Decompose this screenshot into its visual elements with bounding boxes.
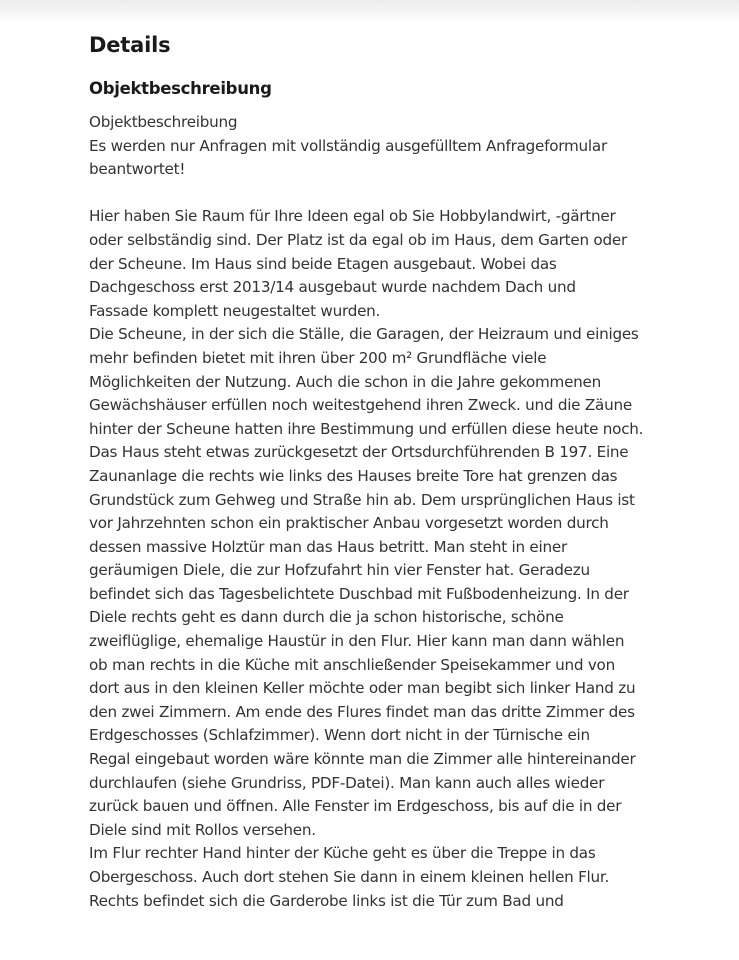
description-line: mehr befinden bietet mit ihren über 200 m² Grundfläche viele (89, 348, 547, 367)
description-line: Obergeschoss. Auch dort stehen Sie dann in einem kleinen hellen Flur. (89, 868, 610, 886)
description-line: vor Jahrzehnten schon ein praktischer Anbau vorgesetzt worden durch (89, 514, 609, 533)
description-line: Diele sind mit Rollos versehen. (89, 820, 316, 839)
description-line: Diele rechts geht es dann durch die ja schon historische, schöne (89, 608, 564, 627)
description-line: Regal eingebaut worden wäre könnte man die Zimmer alle hintereinander (89, 750, 636, 769)
description-line: durchlaufen (siehe Grundriss, PDF-Datei). Man kann auch alles wieder (89, 773, 605, 792)
description-line: Im Flur rechter Hand hinter der Küche geht es über die Treppe in das (89, 844, 596, 863)
description-line: zweiflüglige, ehemalige Haustür in den Flur. Hier kann man dann wählen (89, 632, 625, 651)
description-line: Rechts befindet sich die Garderobe links ist die Tür zum Bad und (89, 891, 564, 910)
description-line: Das Haus steht etwas zurückgesetzt der Ortsdurchführenden B 197. Eine (89, 443, 629, 462)
description-line: beantwortet! (89, 160, 186, 179)
description-line: befindet sich das Tagesbelichtete Duschbad mit Fußbodenheizung. In der (89, 584, 629, 603)
description-line: Grundstück zum Gehweg und Straße hin ab. Dem ursprünglichen Haus ist (89, 490, 635, 509)
details-section (89, 31, 644, 910)
object-description-heading: Objektbeschreibung (89, 79, 272, 98)
description-line: oder selbständig sind. Der Platz ist da egal ob im Haus, dem Garten oder (89, 230, 627, 249)
description-line: den zwei Zimmern. Am ende des Flures findet man das dritte Zimmer des (89, 702, 635, 721)
top-shadow (0, 0, 739, 24)
description-line: Erdgeschosses (Schlafzimmer). Wenn dort nicht in der Türnische ein (89, 726, 590, 745)
description-line: Es werden nur Anfragen mit vollständig ausgefülltem Anfrageformular (89, 136, 607, 155)
description-line: Objektbeschreibung (89, 113, 238, 131)
description-line: Die Scheune, in der sich die Ställe, die Garagen, der Heizraum und einiges (89, 325, 639, 344)
description-line: zurück bauen und öffnen. Alle Fenster im Erdgeschoss, bis auf die in der (89, 797, 622, 816)
description-line: Dachgeschoss erst 2013/14 ausgebaut wurde nachdem Dach und (89, 278, 576, 297)
description-line: Möglichkeiten der Nutzung. Auch die schon in die Jahre gekommenen (89, 372, 602, 391)
description-line: Gewächshäuser erfüllen noch weitestgehend ihren Zweck. und die Zäune (89, 396, 632, 415)
details-heading: Details (89, 33, 171, 57)
paragraph-spacer (89, 182, 634, 206)
description-line: dort aus in den kleinen Keller möchte oder man begibt sich linker Hand zu (89, 679, 636, 698)
description-line: hinter der Scheune hatten ihre Bestimmung und erfüllen diese heute noch. (89, 419, 644, 438)
description-line: Hier haben Sie Raum für Ihre Ideen egal ob Sie Hobbylandwirt, -gärtner (89, 207, 616, 226)
description-line: der Scheune. Im Haus sind beide Etagen ausgebaut. Wobei das (89, 254, 557, 273)
description-line: ob man rechts in die Küche mit anschließender Speisekammer und von (89, 655, 615, 674)
description-line: Fassade komplett neugestaltet wurden. (89, 301, 381, 320)
object-description-text (89, 111, 644, 913)
description-line: dessen massive Holztür man das Haus betritt. Man steht in einer (89, 537, 567, 556)
description-line: geräumigen Diele, die zur Hofzufahrt hin vier Fenster hat. Geradezu (89, 561, 590, 580)
description-line: Zaunanlage die rechts wie links des Hauses breite Tore hat grenzen das (89, 466, 618, 485)
